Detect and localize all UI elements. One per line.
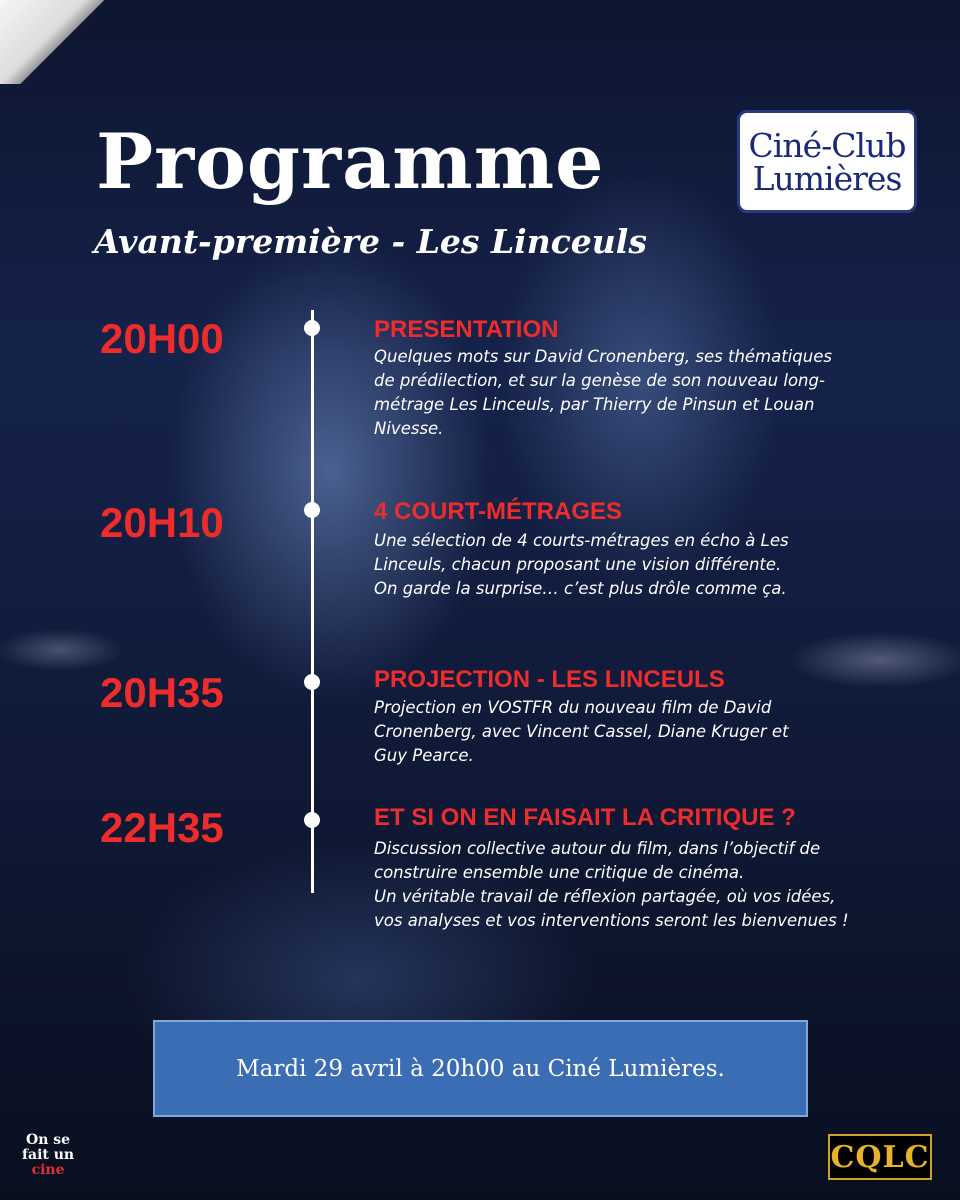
description-line: Une sélection de 4 courts-métrages en écho à Les: [374, 531, 789, 550]
schedule-time: 22H35: [100, 804, 224, 851]
timeline-line: [311, 310, 314, 893]
schedule-description: [374, 529, 894, 601]
description-line: construire ensemble une critique de cinéma.: [374, 863, 745, 882]
schedule-title: PRESENTATION: [374, 316, 559, 343]
schedule-description: [374, 696, 894, 768]
schedule-time: 20H00: [100, 315, 224, 362]
description-line: Cronenberg, avec Vincent Cassel, Diane Kruger et: [374, 722, 789, 741]
page-subtitle: Avant-première - Les Linceuls: [94, 222, 647, 261]
footer-logo-line-1: On se: [26, 1132, 71, 1148]
description-line: Linceuls, chacun proposant une vision différente.: [374, 555, 782, 574]
page-title: Programme: [96, 117, 605, 206]
description-line: Guy Pearce.: [374, 746, 474, 765]
description-line: Quelques mots sur David Cronenberg, ses thématiques: [374, 347, 832, 366]
timeline-dot: [304, 674, 320, 690]
schedule-description: [374, 345, 894, 441]
description-line: Nivesse.: [374, 419, 444, 438]
page-curl-corner: [0, 0, 104, 84]
date-banner: [153, 1020, 808, 1117]
description-line: métrage Les Linceuls, par Thierry de Pinsun et Louan: [374, 395, 815, 414]
timeline-dot: [304, 320, 320, 336]
logo-line-1: Ciné-Club: [748, 125, 906, 165]
description-line: Discussion collective autour du film, dans l’objectif de: [374, 839, 821, 858]
description-line: vos analyses et vos interventions seront les bienvenues !: [374, 911, 849, 930]
timeline-dot: [304, 812, 320, 828]
description-line: Un véritable travail de réflexion partagée, où vos idées,: [374, 887, 836, 906]
footer-logo-line-3: cine: [31, 1162, 65, 1178]
schedule-description: [374, 837, 894, 933]
on-se-fait-un-cine-logo: [22, 1133, 74, 1178]
schedule-title: ET SI ON EN FAISAIT LA CRITIQUE ?: [374, 804, 796, 831]
description-line: Projection en VOSTFR du nouveau film de David: [374, 698, 772, 717]
description-line: de prédilection, et sur la genèse de son nouveau long-: [374, 371, 825, 390]
footer-logo-line-2: fait un: [22, 1147, 75, 1163]
schedule-title: 4 COURT-MÉTRAGES: [374, 498, 623, 525]
cine-club-lumieres-logo: [737, 110, 917, 213]
timeline-dot: [304, 502, 320, 518]
schedule-time: 20H35: [100, 669, 224, 716]
description-line: On garde la surprise… c’est plus drôle comme ça.: [374, 579, 787, 598]
schedule-title: PROJECTION - LES LINCEULS: [374, 666, 725, 693]
cqlc-logo: CQLC: [828, 1134, 932, 1180]
logo-line-2: Lumières: [752, 158, 902, 198]
date-banner-text: Mardi 29 avril à 20h00 au Ciné Lumières.: [236, 1055, 725, 1082]
schedule-time: 20H10: [100, 499, 224, 546]
